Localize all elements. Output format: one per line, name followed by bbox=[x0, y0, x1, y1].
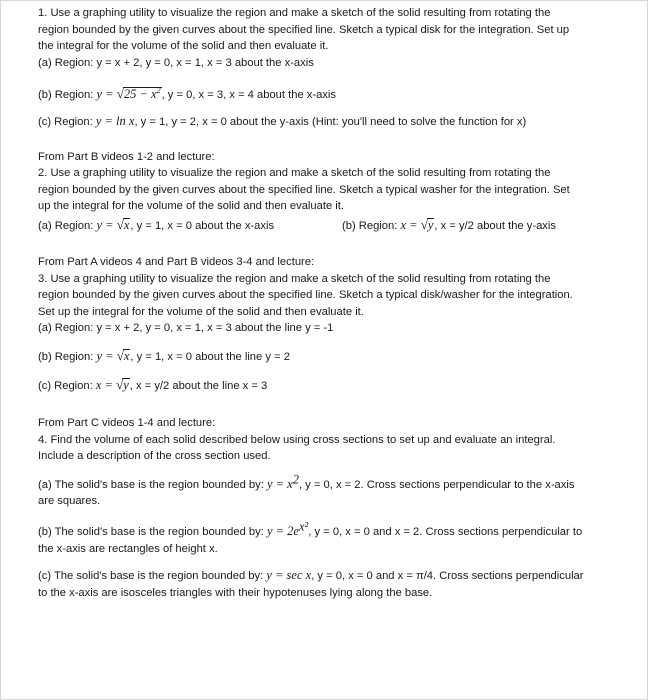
q2-line-1: 2. Use a graphing utility to visualize the region and make a sketch of the solid resulting from rotating the bbox=[38, 167, 551, 179]
q2-line-3: up the integral for the volume of the solid and then evaluate it. bbox=[38, 200, 344, 212]
q3-part-c: (c) Region: x = √y, x = y/2 about the line x = 3 bbox=[38, 377, 268, 392]
q3-part-b: (b) Region: y = √x, y = 1, x = 0 about the line y = 2 bbox=[38, 348, 290, 363]
q2-a-radicand: x bbox=[123, 218, 130, 232]
q2-b-radicand: y bbox=[427, 218, 434, 232]
sqrt-symbol: √ bbox=[116, 86, 124, 101]
q3-line-1: 3. Use a graphing utility to visualize the region and make a sketch of the solid resulting from rotating the bbox=[38, 273, 551, 285]
q4-part-b-cont: the x-axis are rectangles of height x. bbox=[38, 543, 218, 555]
q4-part-c-cont: to the x-axis are isosceles triangles with their hypotenuses lying along the base. bbox=[38, 587, 433, 599]
q4-part-a: (a) The solid's base is the region bounded by: $y = x^2$, y = 0, x = 2. Cross sections perpendicular to the x-axis bbox=[38, 472, 575, 491]
sqrt-symbol: √ bbox=[116, 377, 124, 392]
q1-line-1: 1. Use a graphing utility to visualize the region and make a sketch of the solid resulting from rotating the bbox=[38, 7, 551, 19]
q3-b-radicand: x bbox=[123, 349, 130, 363]
q1-part-b: (b) Region: $y = √25 - x^2$, y = 0, x = 3, x = 4 about the x-axis bbox=[38, 85, 336, 101]
q4-part-c: (c) The solid's base is the region bounded by: y = sec x, y = 0, x = 0 and x = π/4. Cross sections perpendicular bbox=[38, 568, 584, 582]
q2-part-a: (a) Region: y = √x, y = 1, x = 0 about the x-axis bbox=[38, 217, 275, 232]
q3-line-2: region bounded by the given curves about the specified line. Sketch a typical disk/washer for the integration. bbox=[38, 289, 573, 301]
q3-c-radicand: y bbox=[123, 378, 129, 392]
q1-line-2: region bounded by the given curves about the specified line. Sketch a typical disk for the integration. Set up bbox=[38, 24, 570, 36]
sqrt-symbol: √ bbox=[116, 217, 124, 232]
q3-line-3: Set up the integral for the volume of the solid and then evaluate it. bbox=[38, 306, 364, 318]
q1-part-a: (a) Region: y = x + 2, y = 0, x = 1, x = 3 about the x-axis bbox=[38, 57, 314, 69]
q4-line-1: 4. Find the volume of each solid described below using cross sections to set up and evaluate an integral. bbox=[38, 434, 556, 446]
q4-part-a-cont: are squares. bbox=[38, 495, 101, 507]
q3-part-a: (a) Region: y = x + 2, y = 0, x = 1, x = 3 about the line y = -1 bbox=[38, 322, 334, 334]
sqrt-symbol: √ bbox=[116, 348, 124, 363]
q2-line-2: region bounded by the given curves about the specified line. Sketch a typical washer for the integration. Set bbox=[38, 184, 570, 196]
q1-b-math: y = bbox=[96, 87, 117, 101]
q4-source: From Part C videos 1-4 and lecture: bbox=[38, 417, 216, 429]
q2-part-b: (b) Region: x = √y, x = y/2 about the y-axis bbox=[342, 217, 556, 232]
q1-b-radicand: $25 - x^2$ bbox=[123, 85, 161, 101]
q1-part-c: (c) Region: y = ln x, y = 1, y = 2, x = 0 about the y-axis (Hint: you'll need to solve the function for x) bbox=[38, 114, 527, 128]
q4-part-b: (b) The solid's base is the region bounded by: $y = 2e^{x^2}$, y = 0, x = 0 and x = 2. Cross sections perpendicular to bbox=[38, 519, 583, 538]
sqrt-symbol: √ bbox=[420, 217, 428, 232]
q3-source: From Part A videos 4 and Part B videos 3-4 and lecture: bbox=[38, 256, 315, 268]
q2-source: From Part B videos 1-2 and lecture: bbox=[38, 151, 215, 163]
q4-line-2: Include a description of the cross section used. bbox=[38, 450, 271, 462]
q1-line-3: the integral for the volume of the solid and then evaluate it. bbox=[38, 40, 329, 52]
q1-c-math: y = ln x bbox=[95, 114, 135, 128]
